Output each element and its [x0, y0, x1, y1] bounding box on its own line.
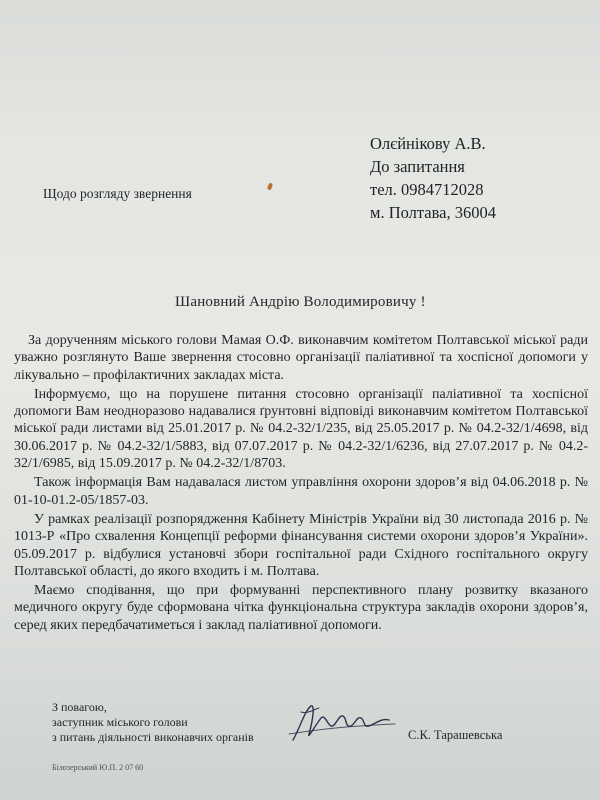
paragraph-3: Також інформація Вам надавалася листом управління охорони здоров’я від 04.06.2018 р. № 01-10-01.2-05/1857-03.: [14, 475, 588, 508]
recipient-phone: тел. 0984712028: [370, 180, 484, 199]
recipient-city: м. Полтава, 36004: [370, 203, 497, 222]
recipient-name: Олєйнікову А.В.: [370, 134, 486, 153]
recipient-block: [370, 132, 496, 224]
executor-note: Білозерський Ю.П. 2 07 60: [52, 763, 144, 772]
closing-regards: З повагою,: [52, 700, 107, 714]
paragraph-4: У рамках реалізації розпорядження Кабінету Міністрів України від 30 листопада 2016 р. № 1013-Р «Про схвалення Концепції реформи фінансування системи охорони здоров’я України». 05.09.2017 р. відбулися установчі збори госпітальної ради Східного госпітального округу Полтавської області, до якого входить і м. Полтава.: [14, 511, 588, 579]
closing-block: [52, 700, 254, 745]
paragraph-5: Маємо сподівання, що при формуванні перспективного плану розвитку вказаного медичного округу буде сформована чітка функціональна структура закладів охорони здоров’я, серед яких передбачатиметься і заклад паліативної допомоги.: [14, 583, 588, 633]
letter-greeting: Шановний Андрію Володимировичу !: [175, 294, 426, 310]
paragraph-1: За дорученням міського голови Мамая О.Ф. виконавчим комітетом Полтавської міської ради уважно розглянуто Ваше звернення стосовно організації паліативної та хоспісної допомоги у лікувально – профілактичних закладах міста.: [14, 333, 588, 383]
signer-position-line1: заступник міського голови: [52, 715, 188, 729]
recipient-label: До запитання: [370, 157, 465, 176]
handwritten-signature: [285, 700, 400, 748]
signer-name: С.К. Тарашевська: [408, 728, 503, 742]
letter-body: [14, 332, 588, 636]
letter-subject: Щодо розгляду звернення: [43, 186, 192, 201]
paper-speck: [267, 183, 273, 191]
signer-position-line2: з питань діяльності виконавчих органів: [52, 730, 254, 744]
paragraph-2: Інформуємо, що на порушене питання стосовно організації паліативної та хоспісної допомоги Вам неодноразово надавалися ґрунтовні відповіді виконавчим комітетом Полтавської міської ради листами від 25.01.2017 р. № 04.2-32/1/235, від 25.05.2017 р. № 04.2-32/1/4698, від 30.06.2017 р. № 04.2-32/1/5883, від 07.07.2017 р. № 04.2-32/1/6236, від 27.07.2017 р. № 04.2-32/1/6985, від 15.09.2017 р. № 04.2-32/1/8703.: [14, 386, 588, 472]
